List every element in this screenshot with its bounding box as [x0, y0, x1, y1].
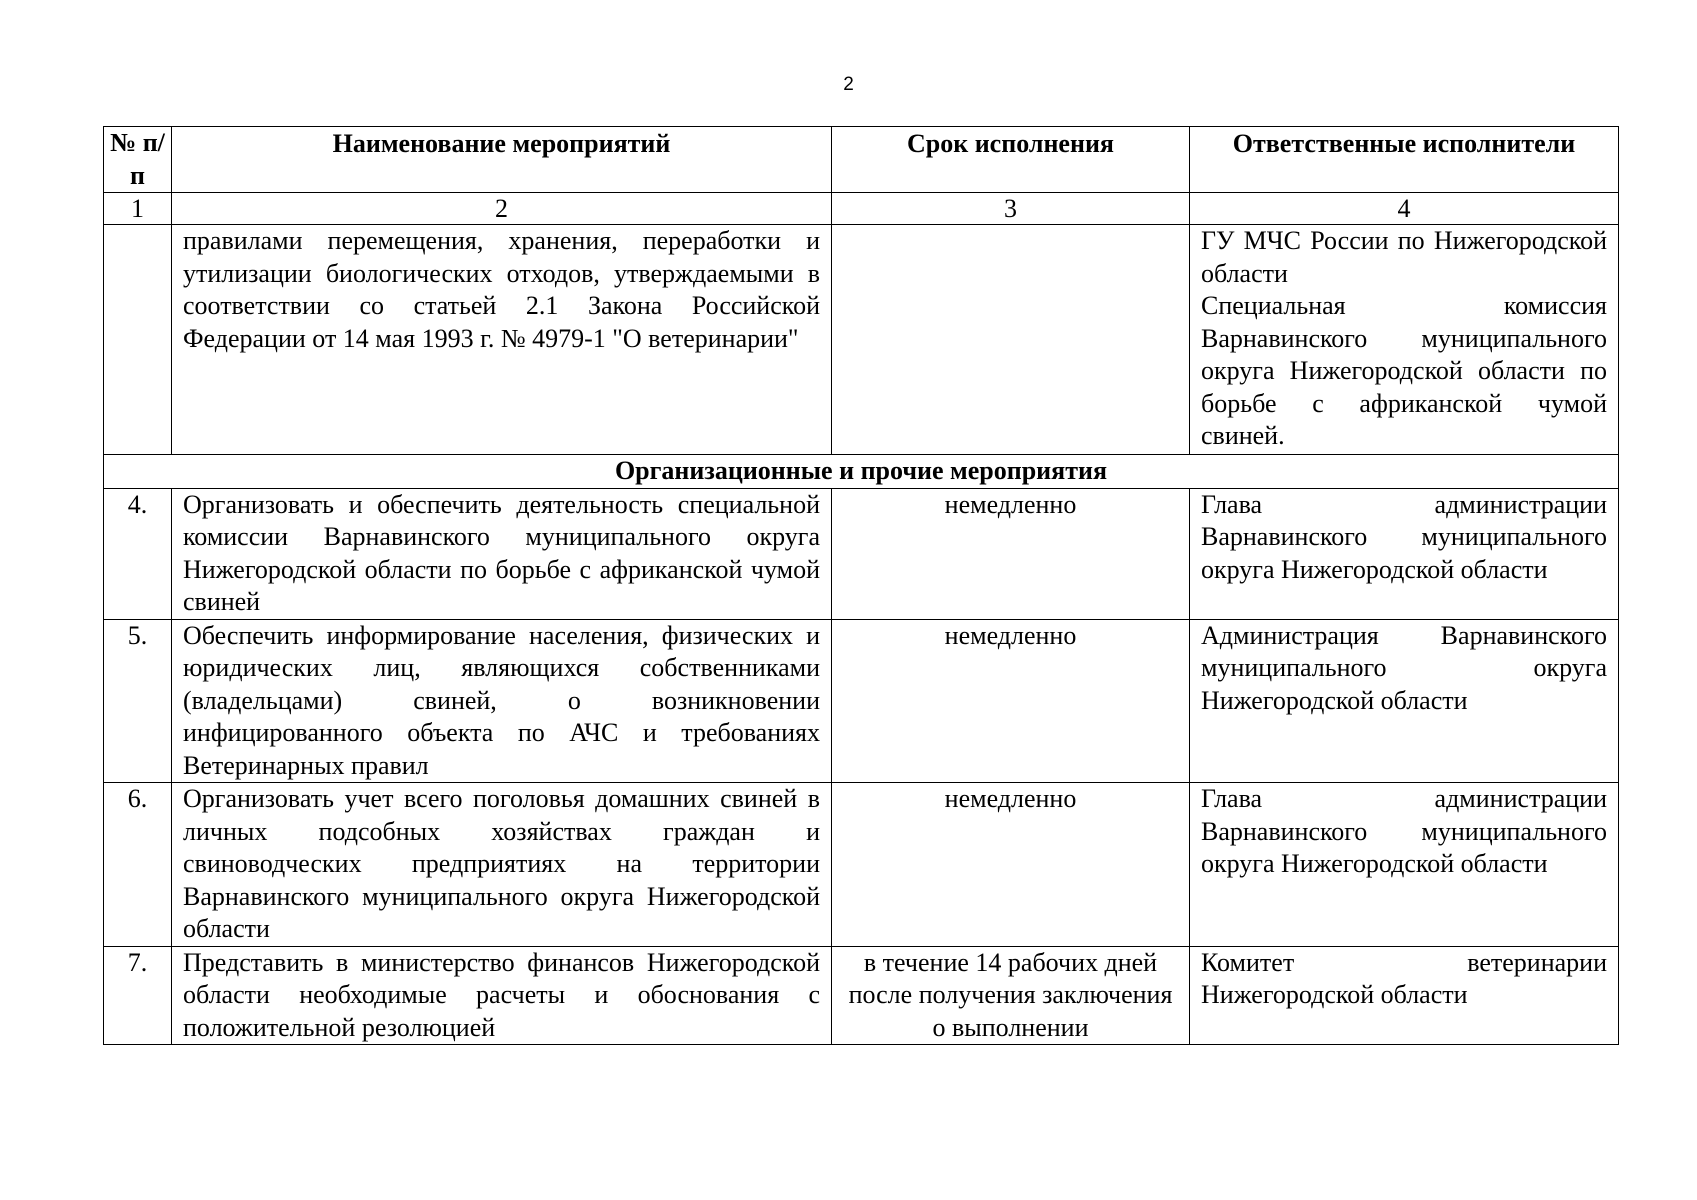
row-resp: Комитет ветеринарии Нижегородской области: [1190, 946, 1619, 1045]
header-row: [104, 127, 1619, 193]
measures-table: [103, 126, 1619, 1045]
index-cell: 1: [104, 193, 172, 225]
index-cell: 3: [832, 193, 1190, 225]
row-num: 7.: [104, 946, 172, 1045]
section-title: Организационные и прочие мероприятия: [104, 455, 1619, 489]
section-row: [104, 455, 1619, 489]
index-cell: 2: [172, 193, 832, 225]
row-term: немедленно: [832, 619, 1190, 783]
page-number: 2: [843, 74, 854, 95]
row-name: Обеспечить информирование населения, физических и юридических лиц, являющихся собственниками (владельцами) свиней, о возникновении инфицированного объекта по АЧС и требованиях Ветеринарных правил: [172, 619, 832, 783]
table-row: [104, 619, 1619, 783]
row-resp: Администрация Варнавинского муниципального округа Нижегородской области: [1190, 619, 1619, 783]
table-row: [104, 946, 1619, 1045]
table-row: [104, 488, 1619, 619]
column-index-row: [104, 193, 1619, 225]
row-name: правилами перемещения, хранения, переработки и утилизации биологических отходов, утверждаемыми в соответствии со статьей 2.1 Закона Российской Федерации от 14 мая 1993 г. № 4979-1 "О ветеринарии": [172, 225, 832, 455]
row-term: в течение 14 рабочих дней после получения заключения о выполнении: [832, 946, 1190, 1045]
row-num: 5.: [104, 619, 172, 783]
row-name: Представить в министерство финансов Нижегородской области необходимые расчеты и обоснования с положительной резолюцией: [172, 946, 832, 1045]
header-resp: Ответственные исполнители: [1190, 127, 1619, 193]
header-term: Срок исполнения: [832, 127, 1190, 193]
resp-line: Специальная комиссия Варнавинского муниципального округа Нижегородской области по борьбе с африканской чумой свиней.: [1201, 291, 1607, 450]
header-name: Наименование мероприятий: [172, 127, 832, 193]
continuation-row: [104, 225, 1619, 455]
row-term: [832, 225, 1190, 455]
row-resp: Глава администрации Варнавинского муниципального округа Нижегородской области: [1190, 783, 1619, 947]
row-resp: [1190, 225, 1619, 455]
row-term: немедленно: [832, 488, 1190, 619]
row-num: 4.: [104, 488, 172, 619]
header-num: № п/п: [104, 127, 172, 193]
row-name: Организовать учет всего поголовья домашних свиней в личных подсобных хозяйствах граждан и свиноводческих предприятиях на территории Варнавинского муниципального округа Нижегородской области: [172, 783, 832, 947]
resp-line: ГУ МЧС России по Нижегородской области: [1201, 226, 1607, 288]
row-term: немедленно: [832, 783, 1190, 947]
row-num: 6.: [104, 783, 172, 947]
row-name: Организовать и обеспечить деятельность специальной комиссии Варнавинского муниципального округа Нижегородской области по борьбе с африканской чумой свиней: [172, 488, 832, 619]
row-resp: Глава администрации Варнавинского муниципального округа Нижегородской области: [1190, 488, 1619, 619]
index-cell: 4: [1190, 193, 1619, 225]
row-num: [104, 225, 172, 455]
table-row: [104, 783, 1619, 947]
